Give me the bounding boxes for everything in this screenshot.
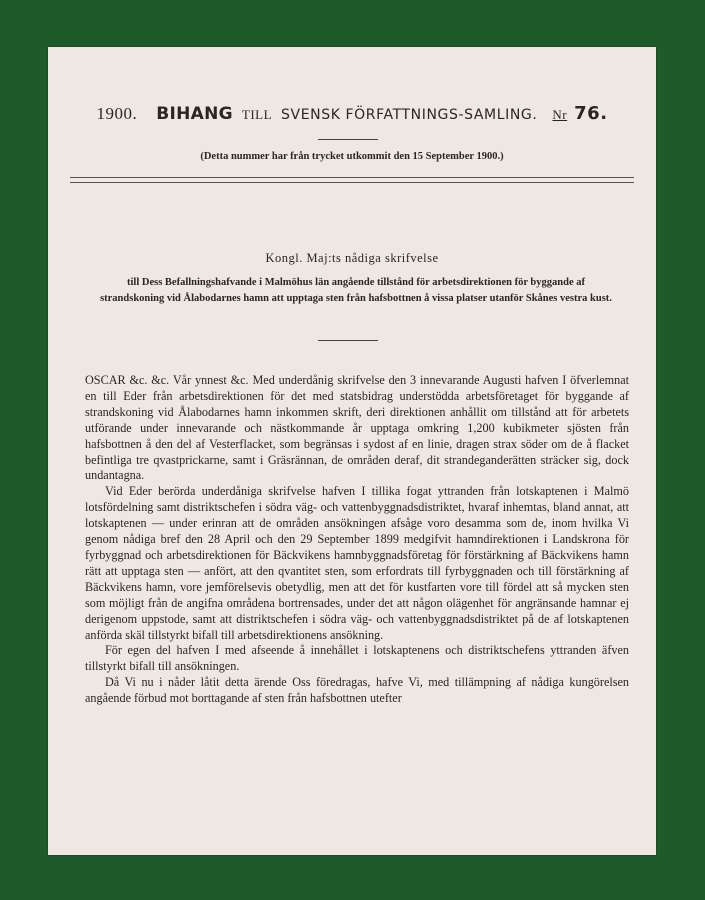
- body-paragraph: Då Vi nu i nåder låtit detta ärende Oss föredragas, hafve Vi, med tillämpning af nådiga kungörelsen angående förbud mot borttagande af sten från hafsbottnen utefter: [85, 675, 629, 706]
- document-subject: till Dess Befallningshafvande i Malmöhus län angående tillstånd för arbetsdirektionen för byggande af strandskoning vid Ålabodarnes hamn att upptaga sten från hafsbottnen å vissa platser utanför Skånes vestra kust.: [100, 277, 612, 304]
- document-page: [48, 47, 656, 855]
- document-body: [85, 373, 629, 707]
- subject-divider: [318, 340, 378, 341]
- number-prefix: Nr: [552, 107, 568, 122]
- body-paragraph: För egen del hafven I med afseende å innehållet i lotskaptenens och distriktschefens yttranden äfven tillstyrkt bifall till ansökningen.: [85, 643, 629, 674]
- body-paragraph: OSCAR &c. &c. Vår ynnest &c. Med underdånig skrifvelse den 3 innevarande Augusti hafven I öfverlemnat en till Eder från arbetsdirektionen för det med statsbidrag understödda arbetsföretaget för byggande af strandskoning vid Ålabodarnes hamn inkommen skrift, deri direktionen anhållit om tillstånd att för arbetets utförande under innevarande och nästkommande år upptaga omkring 1,200 kubikmeter sjösten från hafsbottnen å den del af Vesterflacket, som begränsas i sydost af en linie, dragen strax söder om de å flacket befintliga tre qvastprickarne, samt i Gräsrännan, de områden deraf, dit strandeganderätten sträcker sig, dock undantagna.: [85, 373, 629, 483]
- publication-note: (Detta nummer har från trycket utkommit den 15 September 1900.): [200, 151, 504, 162]
- masthead: [48, 103, 656, 124]
- document-title: Kongl. Maj:ts nådiga skrifvelse: [265, 251, 439, 265]
- masthead-till: TILL: [241, 107, 273, 122]
- double-divider: [70, 177, 634, 183]
- issue-number: 76.: [574, 103, 608, 124]
- publication-year: 1900.: [96, 104, 138, 123]
- masthead-bihang: BIHANG: [156, 104, 233, 124]
- body-paragraph: Vid Eder berörda underdåniga skrifvelse hafven I tillika fogat yttranden från lotskaptenen i Malmö lotsfördelning samt distriktschefen i södra väg- och vattenbyggnadsdistriktet, hvaraf inhemtas, bland annat, att lotskaptenen — under erinran att de områden ansökningen afsåge voro desamma som de, inom hvilka Vi genom nådiga bref den 28 April och den 29 September 1899 medgifvit hamndirektionen i Landskrona för fyrbyggnad och arbetsdirektionen för Bäckvikens hamnbyggnadsföretag för förstärkning af Bäckvikens hamn rätt att upptaga sten — anfört, att den qvantitet sten, som erfordrats till fyrbyggnaden och till förstärkning af Bäckvikens hamn, vore jemförelsevis obetydlig, men att det för kustfarten vore till fördel att så mycken sten som möjligt från de angifna områdena bortrensades, under det att någon olägenhet för angränsande hamnar ej derigenom uppstode, samt att distriktschefen i södra väg- och vattenbyggnadsdistriktet på de af lotskaptenen anförda skäl tillstyrkt bifall till arbetsdirektionens ansökning.: [85, 484, 629, 642]
- header-divider: [318, 139, 378, 140]
- masthead-collection: SVENSK FÖRFATTNINGS-SAMLING.: [281, 107, 538, 123]
